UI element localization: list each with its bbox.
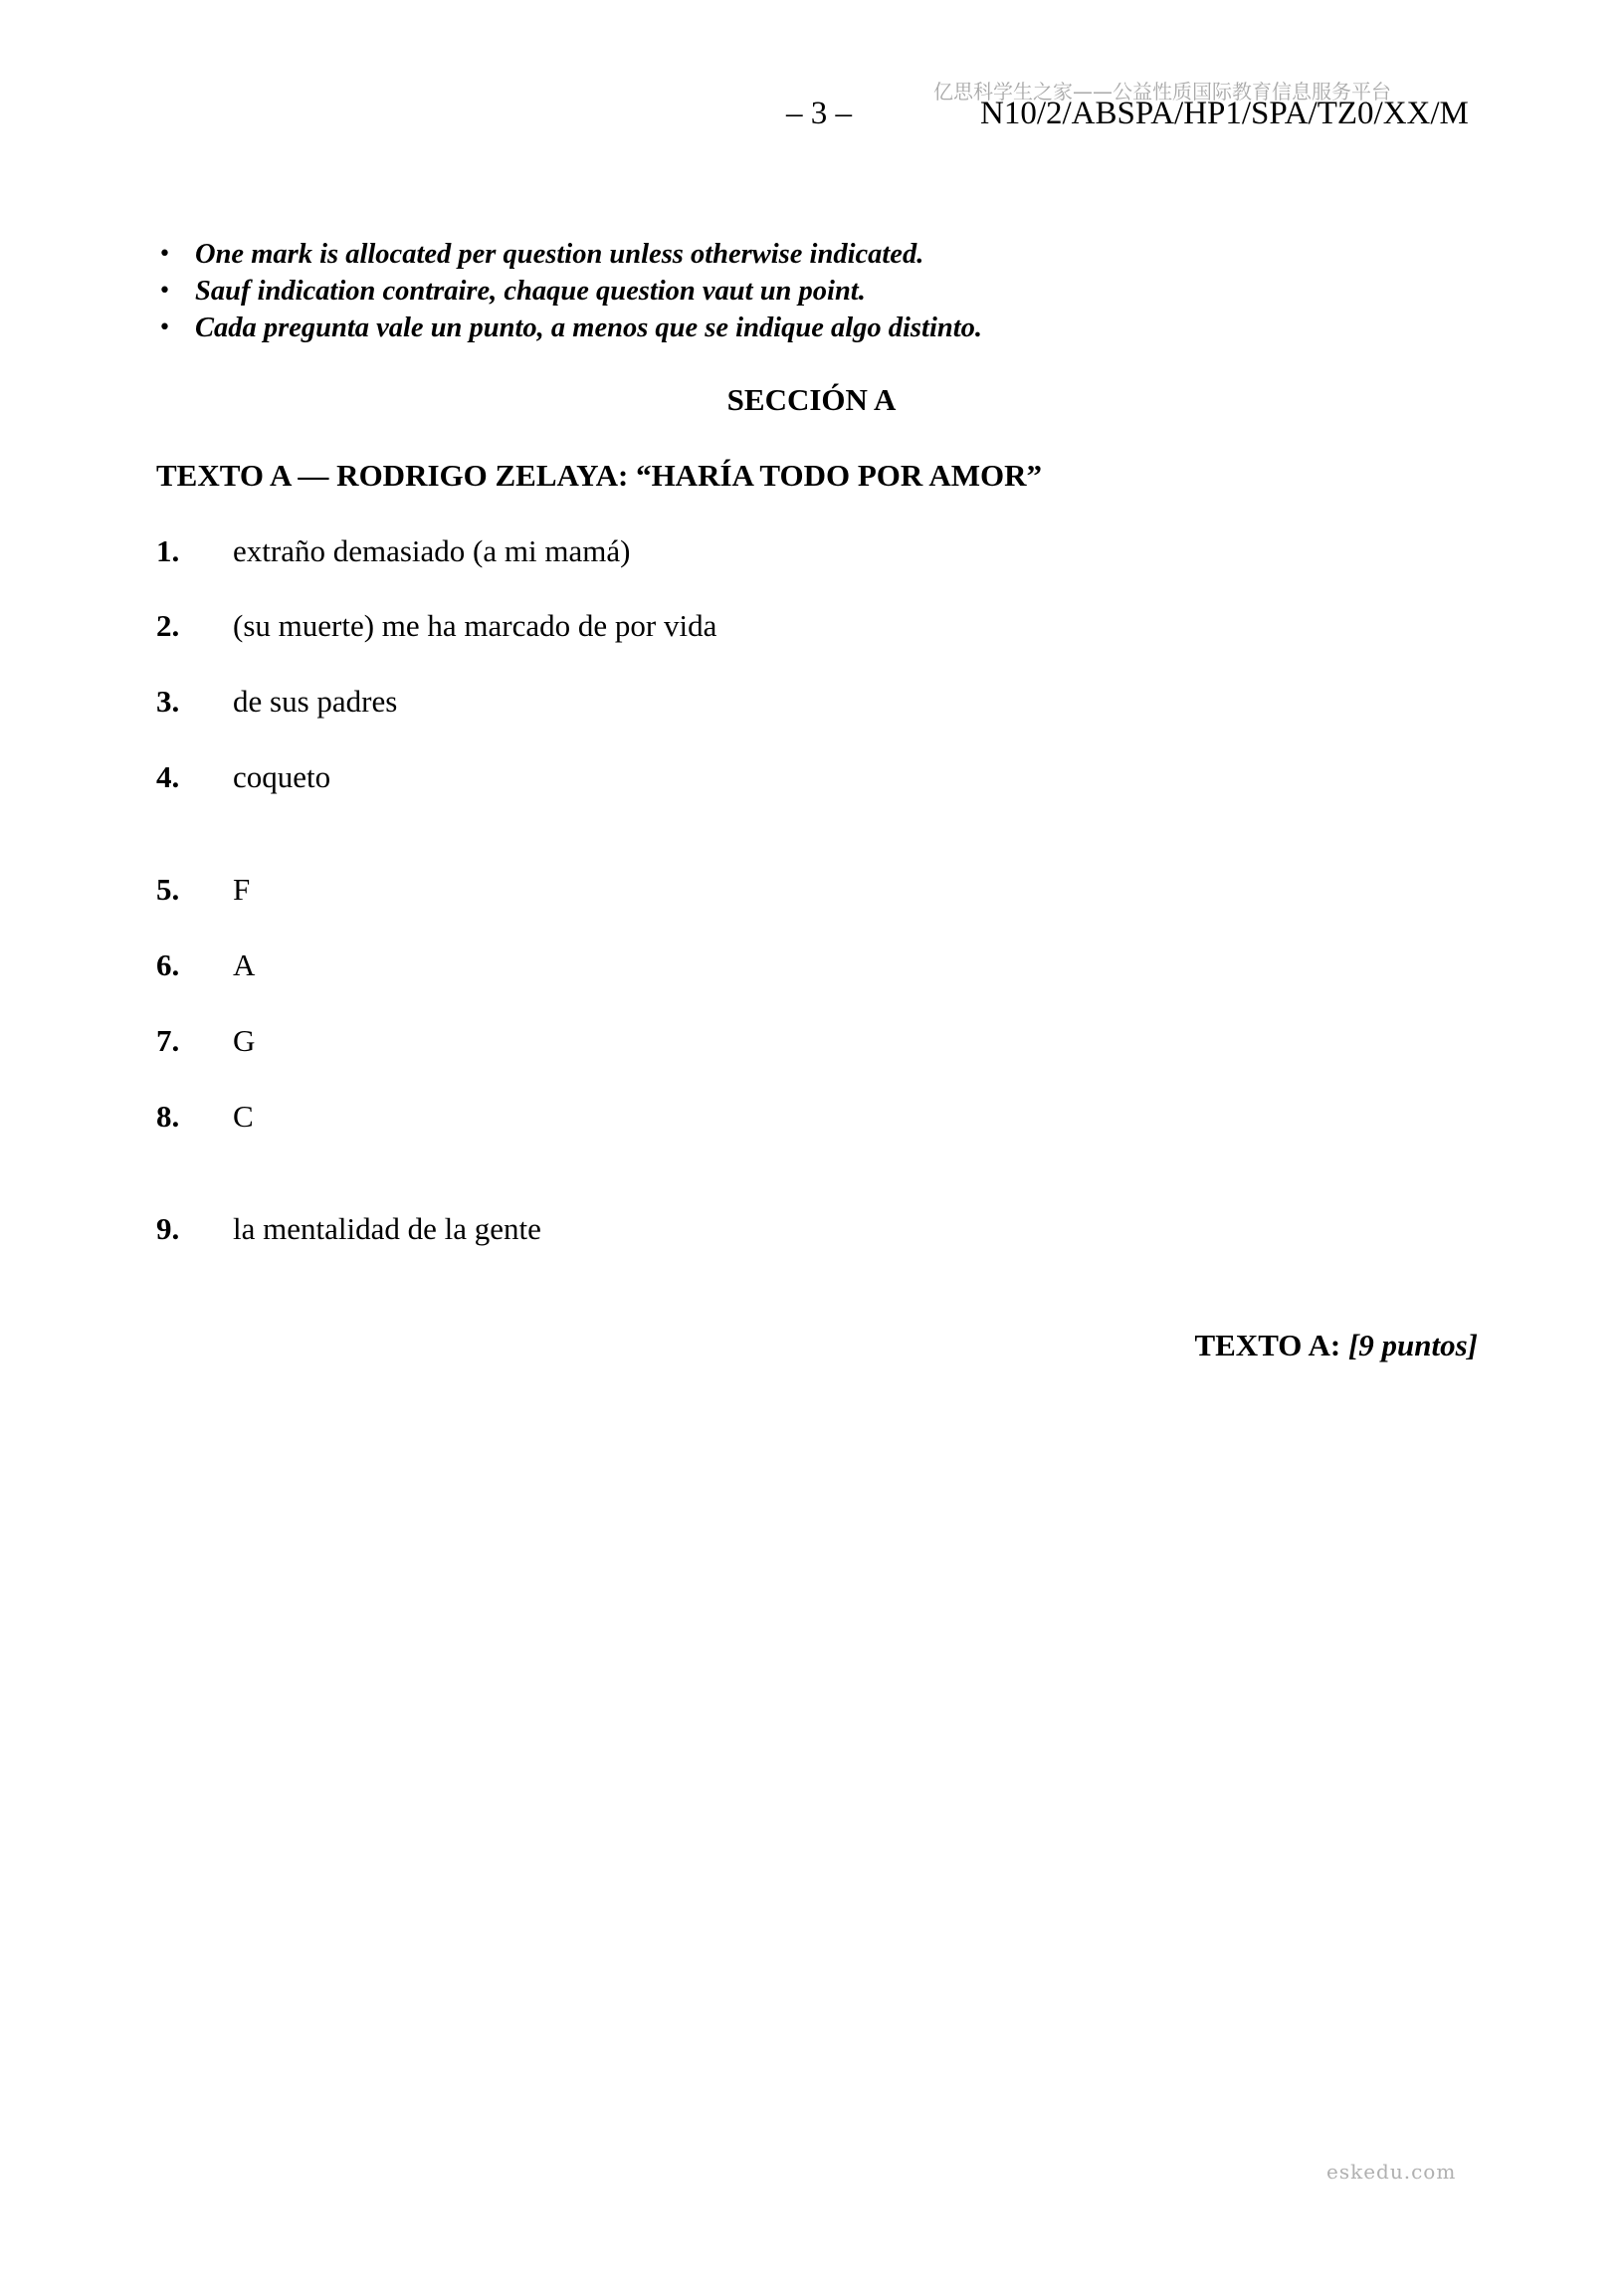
question-answer: extraño demasiado (a mi mamá)	[233, 533, 631, 568]
question-row	[156, 1211, 541, 1247]
question-number: 3.	[156, 684, 180, 719]
question-row	[156, 947, 255, 983]
question-number: 9.	[156, 1211, 180, 1246]
question-row	[156, 608, 716, 644]
question-number: 1.	[156, 533, 180, 568]
instruction-item	[154, 310, 982, 346]
instructions-list	[154, 236, 982, 346]
question-number: 7.	[156, 1023, 180, 1058]
question-answer: F	[233, 872, 251, 907]
question-answer: coqueto	[233, 759, 331, 794]
question-row	[156, 533, 630, 569]
total-label: TEXTO A:	[1194, 1328, 1341, 1362]
question-answer: de sus padres	[233, 684, 398, 719]
instruction-text: Sauf indication contraire, chaque question vaut un point.	[195, 276, 866, 307]
instruction-item	[154, 236, 982, 273]
instruction-item	[154, 273, 982, 310]
total-points: [9 puntos]	[1347, 1328, 1478, 1362]
question-row	[156, 684, 397, 720]
question-row	[156, 1099, 254, 1135]
question-row	[156, 872, 250, 908]
watermark-top: 亿思科学生之家——公益性质国际教育信息服务平台	[933, 80, 1391, 104]
instruction-text: One mark is allocated per question unless otherwise indicated.	[195, 239, 924, 270]
question-number: 4.	[156, 759, 180, 794]
text-title: TEXTO A — RODRIGO ZELAYA: “HARÍA TODO POR AMOR”	[156, 458, 1042, 493]
question-answer: C	[233, 1099, 254, 1134]
section-total	[1194, 1328, 1478, 1363]
section-title: SECCIÓN A	[726, 382, 897, 417]
document-reference: N10/2/ABSPA/HP1/SPA/TZ0/XX/M	[980, 96, 1469, 131]
page-number: – 3 –	[786, 96, 852, 131]
question-answer: la mentalidad de la gente	[233, 1211, 541, 1246]
question-answer: (su muerte) me ha marcado de por vida	[233, 608, 717, 643]
question-row	[156, 759, 330, 795]
question-number: 2.	[156, 608, 180, 643]
question-answer: A	[233, 947, 256, 982]
question-number: 5.	[156, 872, 180, 907]
bullet-icon: •	[158, 279, 171, 304]
bullet-icon: •	[158, 315, 171, 340]
question-row	[156, 1023, 255, 1059]
question-answer: G	[233, 1023, 256, 1058]
question-number: 6.	[156, 947, 180, 982]
bullet-icon: •	[158, 242, 171, 267]
footer-watermark: eskedu.com	[1326, 2160, 1457, 2184]
instruction-text: Cada pregunta vale un punto, a menos que se indique algo distinto.	[195, 313, 983, 343]
question-number: 8.	[156, 1099, 180, 1134]
